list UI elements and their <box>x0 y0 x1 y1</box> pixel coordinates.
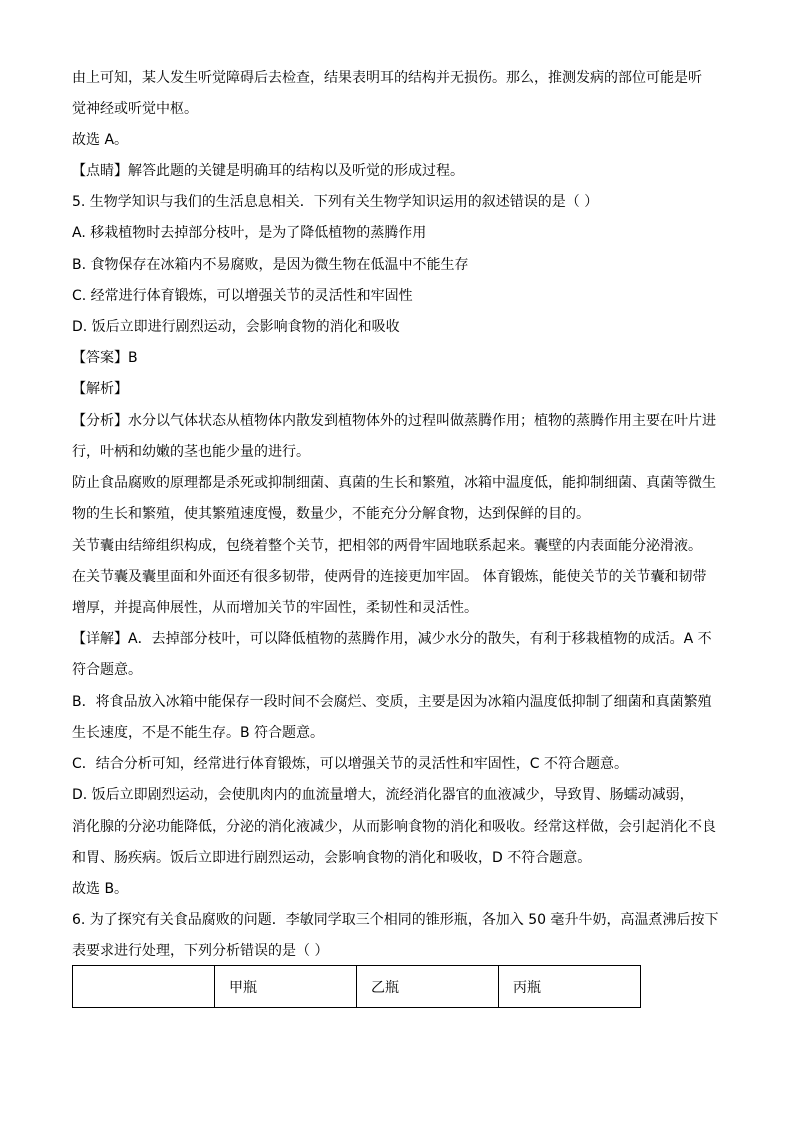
question-5-stem: 5. 生物学知识与我们的生活息息相关．下列有关生物学知识运用的叙述错误的是（ ） <box>72 194 599 210</box>
text-line: 行，叶柄和幼嫩的茎也能少量的进行。 <box>72 444 310 460</box>
text-line: 物的生长和繁殖，使其繁殖速度慢，数量少，不能充分分解食物，达到保鲜的目的。 <box>72 506 590 522</box>
text-line: 【点睛】解答此题的关键是明确耳的结构以及听觉的形成过程。 <box>72 163 464 179</box>
analysis-heading: 【解析】 <box>72 381 128 397</box>
text-line: B．将食品放入冰箱中能保存一段时间不会腐烂、变质，主要是因为冰箱内温度低抑制了细菌和真菌繁殖 <box>72 694 712 710</box>
text-line: 在关节囊及囊里面和外面还有很多韧带，使两骨的连接更加牢固。 体育锻炼，能使关节的关节囊和韧带 <box>72 569 707 585</box>
question-6-stem: 6. 为了探究有关食品腐败的问题．李敏同学取三个相同的锥形瓶，各加入 50 毫升牛奶，高温煮沸后按下 <box>72 912 719 928</box>
text-line: 觉神经或听觉中枢。 <box>72 101 198 117</box>
text-line: 生长速度，不是不能生存。B 符合题意。 <box>72 725 325 741</box>
text-line: 消化腺的分泌功能降低，分泌的消化液减少，从而影响食物的消化和吸收。经常这样做，会引起消化不良 <box>72 819 716 835</box>
option-b: B. 食物保存在冰箱内不易腐败，是因为微生物在低温中不能生存 <box>72 257 469 273</box>
text-line: 关节囊由结缔组织构成，包绕着整个关节，把相邻的两骨牢固地联系起来。囊壁的内表面能分泌滑液。 <box>72 538 702 554</box>
text-line: 增厚，并提高伸展性，从而增加关节的牢固性，柔韧性和灵活性。 <box>72 600 478 616</box>
text-line: 故选 B。 <box>72 881 129 897</box>
text-line: D. 饭后立即剧烈运动，会使肌肉内的血流量增大，流经消化器官的血液减少，导致胃、肠蠕动减弱， <box>72 787 694 803</box>
option-d: D. 饭后立即进行剧烈运动，会影响食物的消化和吸收 <box>72 319 400 335</box>
table-cell: 甲瓶 <box>215 966 357 1008</box>
text-line: 【分析】水分以气体状态从植物体内散发到植物体外的过程叫做蒸腾作用；植物的蒸腾作用主要在叶片进 <box>72 413 716 429</box>
text-line: 符合题意。 <box>72 662 142 678</box>
text-line: 由上可知，某人发生听觉障碍后去检查，结果表明耳的结构并无损伤。那么，推测发病的部位可能是听 <box>72 70 702 86</box>
experiment-table <box>72 965 641 1008</box>
table-cell <box>73 966 215 1008</box>
text-line: 和胃、肠疾病。饭后立即进行剧烈运动，会影响食物的消化和吸收，D 不符合题意。 <box>72 850 592 866</box>
option-c: C. 经常进行体育锻炼，可以增强关节的灵活性和牢固性 <box>72 288 413 304</box>
table-row <box>73 966 641 1008</box>
text-line: 【详解】A．去掉部分枝叶，可以降低植物的蒸腾作用，减少水分的散失，有利于移栽植物的成活。A 不 <box>72 631 712 647</box>
text-line: 故选 A。 <box>72 132 129 148</box>
text-line: C．结合分析可知，经常进行体育锻炼，可以增强关节的灵活性和牢固性，C 不符合题意。 <box>72 756 628 772</box>
table-cell: 丙瓶 <box>499 966 641 1008</box>
text-line: 防止食品腐败的原理都是杀死或抑制细菌、真菌的生长和繁殖，冰箱中温度低，能抑制细菌、真菌等微生 <box>72 475 716 491</box>
option-a: A. 移栽植物时去掉部分枝叶，是为了降低植物的蒸腾作用 <box>72 225 427 241</box>
answer-label: 【答案】B <box>72 350 138 366</box>
table-cell: 乙瓶 <box>357 966 499 1008</box>
question-6-stem: 表要求进行处理，下列分析错误的是（ ） <box>72 943 329 959</box>
